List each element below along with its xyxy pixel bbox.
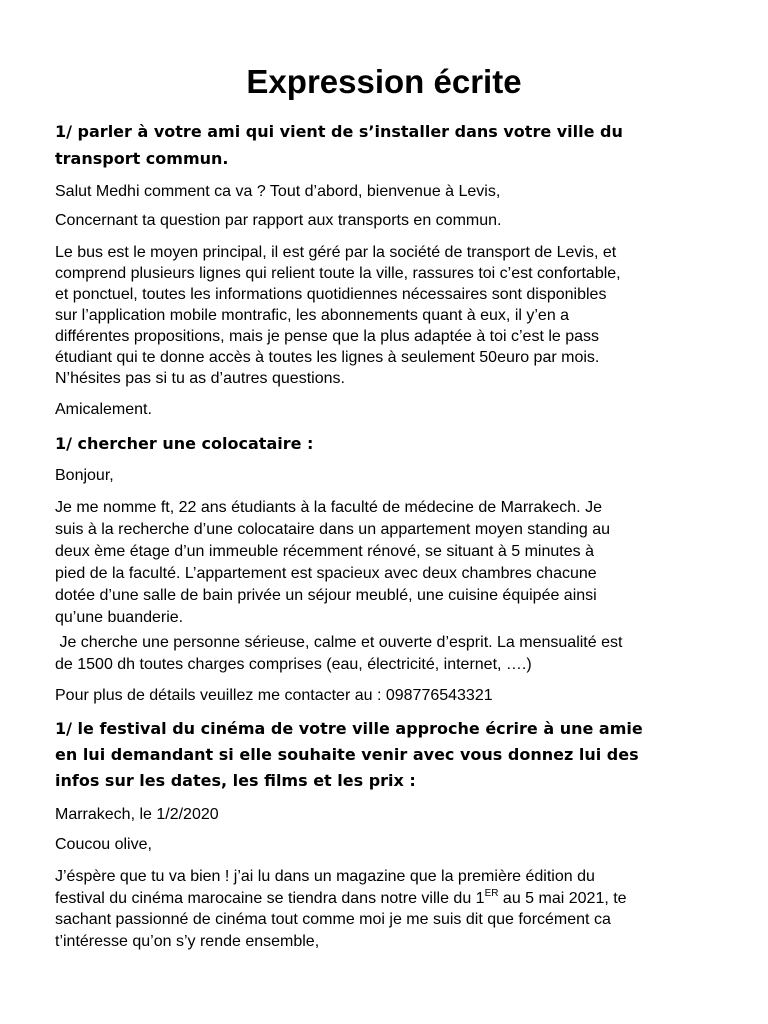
paragraph-line: N’hésites pas si tu as d’autres questions.	[55, 370, 345, 387]
paragraph-line: sachant passionné de cinéma tout comme moi je me suis dit que forcément ca	[55, 911, 611, 928]
section3-greeting: Coucou olive,	[55, 836, 152, 853]
section1-heading-line: 1/ parler à votre ami qui vient de s’installer dans votre ville du	[55, 122, 623, 141]
paragraph-line: Je me nomme ft, 22 ans étudiants à la faculté de médecine de Marrakech. Je	[55, 499, 602, 516]
section2-heading: 1/ chercher une colocataire :	[55, 434, 314, 453]
section2-contact: Pour plus de détails veuillez me contacter au : 098776543321	[55, 687, 493, 704]
section2-body	[55, 497, 725, 629]
section1-body	[55, 242, 725, 389]
paragraph-line: deux ème étage d’un immeuble récemment rénové, se situant à 5 minutes à	[55, 543, 594, 560]
superscript-ordinal: ER	[484, 887, 499, 899]
section3-body	[55, 866, 725, 952]
section3-heading-line: infos sur les dates, les films et les prix :	[55, 771, 416, 790]
paragraph-line	[55, 888, 725, 910]
section1-greeting: Salut Medhi comment ca va ? Tout d’abord, bienvenue à Levis,	[55, 183, 501, 200]
section1-closing: Amicalement.	[55, 401, 152, 418]
body-text: au 5 mai 2021, te	[498, 889, 627, 907]
paragraph-line: t’intéresse qu’on s’y rende ensemble,	[55, 932, 320, 950]
section1-heading	[55, 118, 715, 172]
paragraph-line: Je cherche une personne sérieuse, calme et ouverte d’esprit. La mensualité est	[55, 634, 623, 651]
paragraph-line: étudiant qui te donne accès à toutes les lignes à seulement 50euro par mois.	[55, 349, 600, 366]
paragraph-line: de 1500 dh toutes charges comprises (eau, électricité, internet, ….)	[55, 656, 532, 673]
section1-heading-line: transport commun.	[55, 149, 229, 168]
paragraph-line: sur l’application mobile montrafic, les abonnements quant à eux, il y’en a	[55, 307, 570, 324]
section3-heading-line: en lui demandant si elle souhaite venir avec vous donnez lui des	[55, 745, 639, 764]
paragraph-line: J’éspère que tu va bien ! j’ai lu dans un magazine que la première édition du	[55, 868, 595, 885]
paragraph-line: qu’une buanderie.	[55, 609, 184, 626]
paragraph-line: et ponctuel, toutes les informations quotidiennes nécessaires sont disponibles	[55, 286, 607, 303]
section2-body2	[55, 632, 725, 676]
section3-heading	[55, 716, 715, 794]
section3-place-date: Marrakech, le 1/2/2020	[55, 806, 219, 823]
paragraph-line: différentes propositions, mais je pense que la plus adaptée à toi c’est le pass	[55, 328, 600, 345]
section3-heading-line: 1/ le festival du cinéma de votre ville approche écrire à une amie	[55, 719, 643, 738]
document-title: Expression écrite	[246, 63, 522, 100]
paragraph-line: pied de la faculté. L’appartement est spacieux avec deux chambres chacune	[55, 565, 597, 582]
paragraph-line: suis à la recherche d’une colocataire dans un appartement moyen standing au	[55, 521, 611, 538]
body-text: festival du cinéma marocaine se tiendra dans notre ville du 1	[55, 889, 485, 907]
section2-greeting: Bonjour,	[55, 467, 114, 484]
paragraph-line: dotée d’une salle de bain privée un séjour meublé, une cuisine équipée ainsi	[55, 587, 597, 604]
paragraph-line: comprend plusieurs lignes qui relient toute la ville, rassures toi c’est confortable,	[55, 265, 621, 282]
paragraph-line: Le bus est le moyen principal, il est géré par la société de transport de Levis, et	[55, 244, 617, 261]
section1-intro: Concernant ta question par rapport aux transports en commun.	[55, 212, 502, 229]
